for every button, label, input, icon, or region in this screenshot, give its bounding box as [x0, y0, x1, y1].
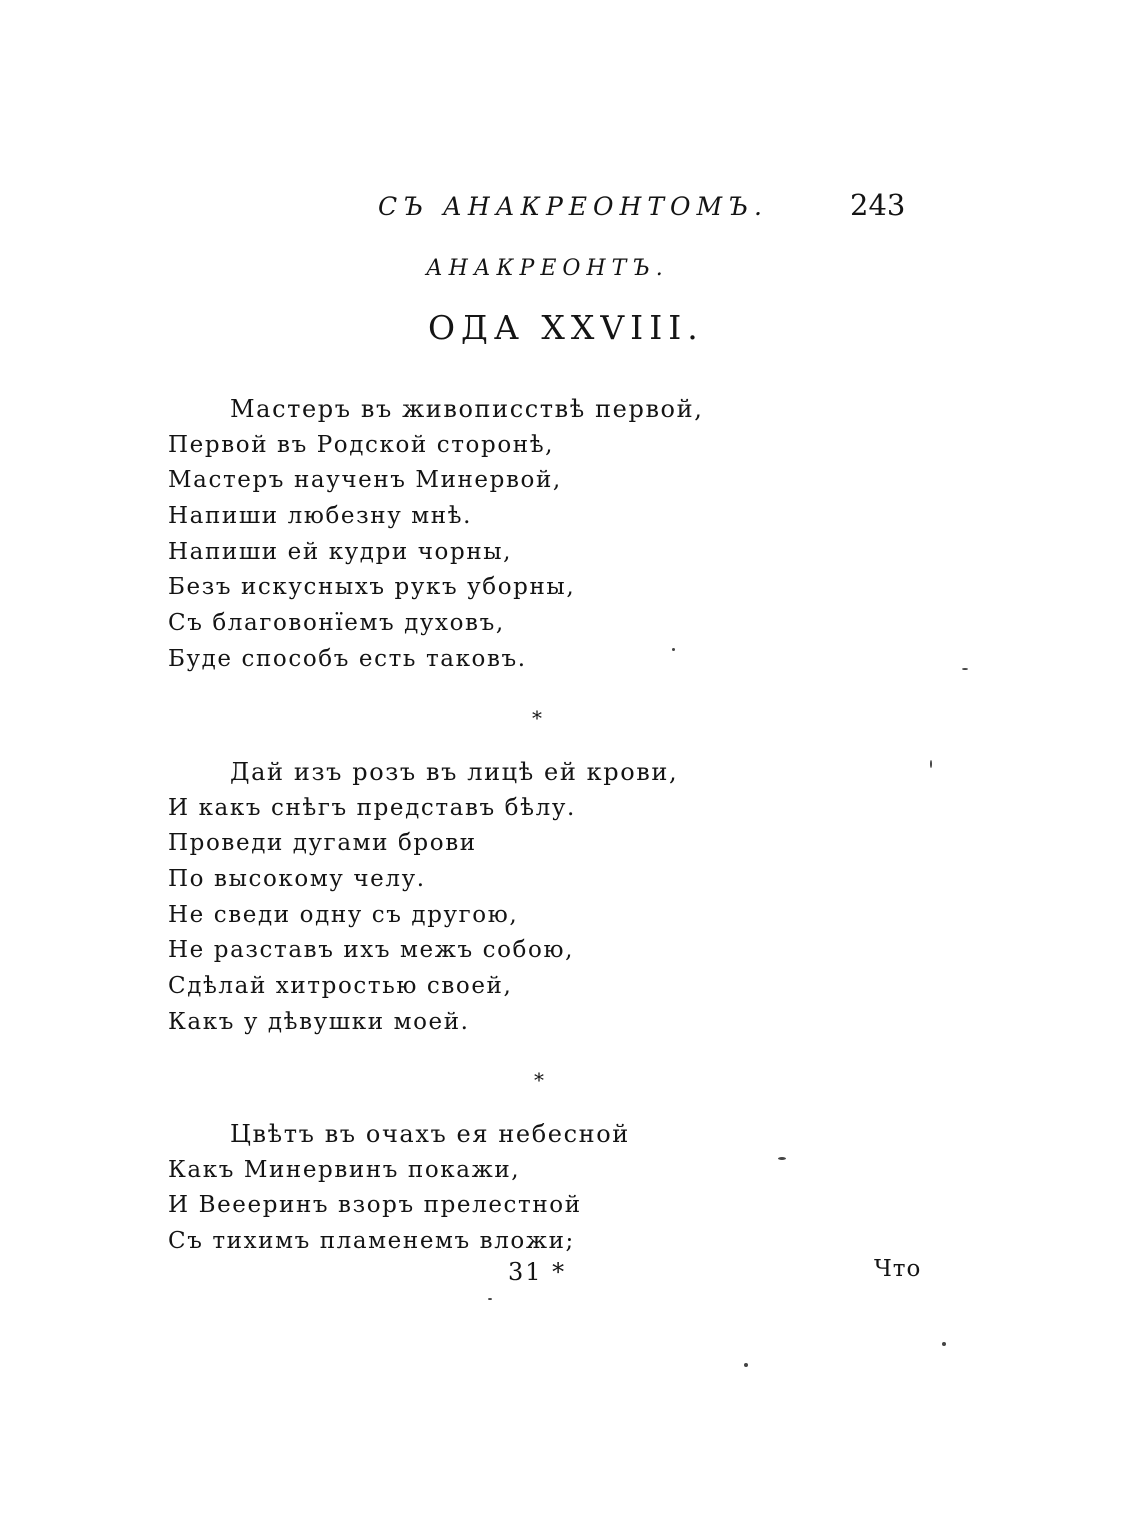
- signature-mark: 31 *: [508, 1258, 567, 1286]
- verse-line: Съ благовонїемъ духовъ,: [168, 610, 505, 637]
- verse-line: Не разставъ ихъ межъ собою,: [168, 937, 574, 964]
- catchword: Что: [874, 1256, 922, 1282]
- verse-line: Первой въ Родской сторонѣ,: [168, 431, 555, 458]
- verse-line: Не сведи одну съ другою,: [168, 901, 519, 928]
- stanza-1: [168, 392, 703, 678]
- verse-line: Какъ у дѣвушки моей.: [168, 1008, 470, 1035]
- stanza-separator: *: [532, 706, 542, 730]
- verse-line: Напиши ей кудри чорны,: [168, 538, 513, 565]
- verse-line: Напиши любезну мнѣ.: [168, 503, 473, 530]
- verse-line: Сдѣлай хитростью своей,: [168, 973, 513, 1000]
- scan-speck: [672, 648, 675, 651]
- verse-line: Проведи дугами брови: [168, 830, 477, 857]
- verse-line: По высокому челу.: [168, 866, 426, 893]
- poem-speaker: АНАКРЕОНТЪ.: [426, 256, 669, 281]
- scan-speck: [744, 1363, 748, 1367]
- verse-line: Цвѣтъ въ очахъ ея небесной: [230, 1120, 630, 1148]
- scan-speck: [488, 1298, 492, 1300]
- verse-line: Съ тихимъ пламенемъ вложи;: [168, 1228, 575, 1255]
- page-number: 243: [850, 188, 906, 222]
- verse-line: И какъ снѣгъ представъ бѣлу.: [168, 794, 576, 821]
- verse-line: Дай изъ розъ въ лицѣ ей крови,: [230, 758, 679, 786]
- stanza-2: [168, 755, 678, 1041]
- stanza-separator: *: [534, 1068, 544, 1092]
- verse-line: Безъ искусныхъ рукъ уборны,: [168, 574, 576, 601]
- verse-line: И Веееринъ взоръ прелестной: [168, 1192, 582, 1219]
- stanza-3: [168, 1117, 630, 1260]
- verse-line: Мастеръ наученъ Минервой,: [168, 467, 562, 494]
- scan-speck: [930, 760, 932, 768]
- verse-line: Мастеръ въ живописствѣ первой,: [230, 395, 704, 423]
- ode-title: ОДА XXVIII.: [428, 308, 704, 347]
- running-head: СЪ АНАКРЕОНТОМЪ.: [378, 192, 768, 221]
- scan-speck: [778, 1157, 786, 1160]
- verse-line: Буде способъ есть таковъ.: [168, 645, 527, 672]
- scan-speck: [942, 1342, 946, 1346]
- scan-speck: [962, 668, 968, 670]
- verse-line: Какъ Минервинъ покажи,: [168, 1156, 521, 1183]
